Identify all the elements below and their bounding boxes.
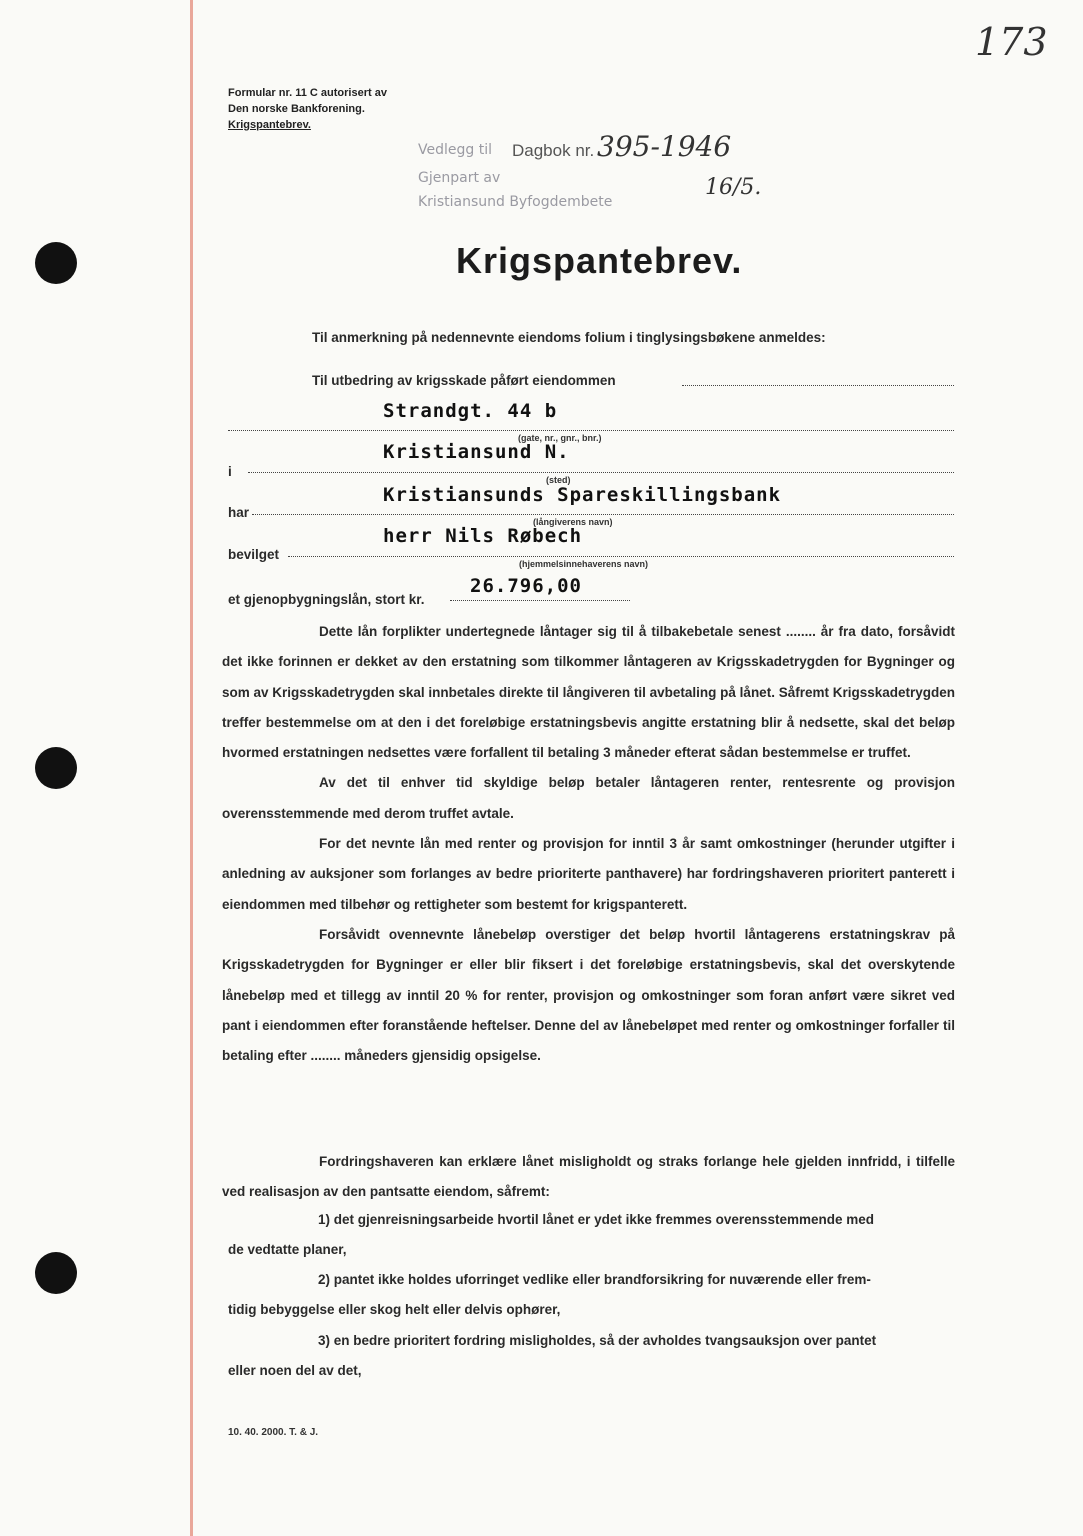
loan-value: 26.796,00 — [470, 575, 582, 597]
loan-line — [450, 600, 630, 601]
place-line — [248, 472, 954, 473]
place-caption: (sted) — [546, 475, 571, 485]
punch-hole — [35, 1252, 77, 1294]
paragraph: For det nevnte lån med renter og provisjon for inntil 3 år samt omkostninger (herunder utgifter i anledning av auksjoner som forlanges av bedre prioriterte panthavere) har fordringshaveren prioritert panterett i eiendommen med tilbehør og rettigheter som bestemt for krigspanterett. — [222, 836, 955, 912]
list-item-cont: eller noen del av det, — [228, 1363, 362, 1378]
list-text: det gjenreisningsarbeide hvortil lånet er ydet ikke fremmes overensstemmende med — [333, 1212, 874, 1227]
stamp-line-1: Vedlegg til — [418, 142, 492, 158]
paragraph: Fordringshaveren kan erklære lånet misligholdt og straks forlange hele gjelden innfridd, i tilfelle ved realisasjon av den pantsatte eiendom, såfremt: — [222, 1154, 955, 1200]
punch-hole — [35, 747, 77, 789]
list-item — [318, 1333, 876, 1348]
intro-text: Til anmerkning på nedennevnte eiendoms folium i tinglysingsbøkene anmeldes: — [312, 330, 826, 345]
terms-block — [222, 617, 955, 1071]
list-text: en bedre prioritert fordring misligholdes, så der avholdes tvangsauksjon over pantet — [333, 1333, 877, 1348]
dagbok-label: Dagbok nr. — [512, 141, 595, 160]
form-line-3: Krigspantebrev. — [228, 119, 311, 131]
stamp-line-3: Kristiansund Byfogdembete — [418, 194, 613, 210]
owner-caption: (hjemmelsinnehaverens navn) — [519, 559, 649, 569]
i-label: i — [228, 464, 232, 479]
bevilget-label: bevilget — [228, 547, 280, 562]
paragraph: Av det til enhver tid skyldige beløp betaler låntageren renter, rentesrente og provisjon overensstemmende med derom truffet avtale. — [222, 775, 955, 821]
lender-value: Kristiansunds Spareskillingsbank — [383, 484, 782, 506]
stamp-line-2: Gjenpart av — [418, 170, 501, 186]
form-header — [228, 85, 428, 133]
list-number: 1) — [318, 1212, 331, 1227]
dagbok-value: 395-1946 — [597, 130, 732, 163]
punch-hole — [35, 242, 77, 284]
loan-label: et gjenopbygningslån, stort kr. — [228, 592, 425, 607]
list-item-cont: de vedtatte planer, — [228, 1242, 347, 1257]
har-label: har — [228, 505, 250, 520]
list-item-cont: tidig bebyggelse eller skog helt eller delvis ophører, — [228, 1302, 561, 1317]
list-item — [318, 1212, 874, 1227]
list-number: 3) — [318, 1333, 331, 1348]
default-clause — [222, 1147, 955, 1208]
list-number: 2) — [318, 1272, 331, 1287]
place-value: Kristiansund N. — [383, 441, 570, 463]
page-number: 173 — [975, 20, 1048, 64]
address-value: Strandgt. 44 b — [383, 400, 558, 422]
margin-line — [190, 0, 193, 1536]
print-footer: 10. 40. 2000. T. & J. — [228, 1427, 319, 1438]
document-title: Krigspantebrev. — [456, 240, 743, 281]
paragraph: Dette lån forplikter undertegnede låntager sig til å tilbakebetale senest ........ år fra dato, forsåvidt det ikke forinnen er dekket av den erstatning som tilkommer låntageren av Krigsskadetrygden for Bygninger og som av Krigsskadetrygden skal innbetales direkte til långiveren til avbetaling på lånet. Såfremt Krigsskadetrygden treffer bestemmelse om at den i det foreløbige erstatningsbevis angitte erstatning blir å nedsette, skal det beløp hvormed erstatningen nedsettes være forfallent til betaling 3 måneder efterat sådan bestemmelse er truffet. — [222, 624, 956, 761]
form-line-1: Formular nr. 11 C autorisert av — [228, 87, 387, 99]
form-line-2: Den norske Bankforening. — [228, 103, 365, 115]
list-text: pantet ikke holdes uforringet vedlike eller brandforsikring for nuværende eller frem- — [333, 1272, 871, 1287]
utbedring-line — [682, 385, 954, 386]
lender-caption: (långiverens navn) — [533, 517, 613, 527]
lender-line — [252, 514, 954, 515]
paragraph: Forsåvidt ovennevnte lånebeløp overstiger det beløp hvortil låntagerens erstatningskrav på Krigsskadetrygden for Bygninger er eller blir fiksert i det foreløbige erstatningsbevis, skal det overskytende lånebeløp med et tillegg av inntil 20 % for renter, provisjon og omkostninger som foran anført være sikret ved pant i eiendommen efter foranstående heftelser. Denne del av lånebeløpet med renter og omkostninger forfaller til betaling efter ........ måneders gjensidig opsigelse. — [222, 926, 955, 1064]
address-line — [228, 430, 954, 431]
list-item — [318, 1272, 871, 1287]
address-caption: (gate, nr., gnr., bnr.) — [518, 433, 602, 443]
stamp-date: 16/5. — [705, 175, 762, 200]
owner-value: herr Nils Røbech — [383, 525, 583, 547]
utbedring-label: Til utbedring av krigsskade påført eiendommen — [312, 373, 616, 388]
owner-line — [288, 556, 954, 557]
